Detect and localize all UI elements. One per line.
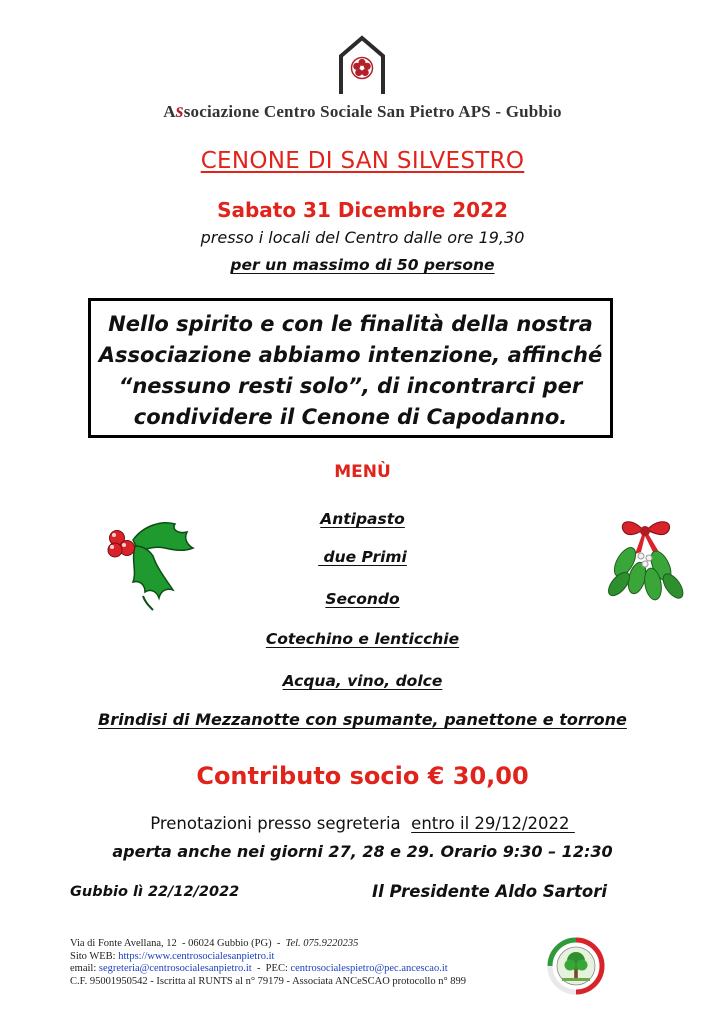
mission-line: Associazione abbiamo intenzione, affinché bbox=[98, 343, 603, 367]
event-capacity: per un massimo di 50 persone bbox=[230, 256, 495, 274]
house-logo-icon bbox=[337, 34, 387, 96]
footer-tel: Tel. 075.9220235 bbox=[285, 938, 359, 949]
menu-item-cotechino bbox=[0, 630, 725, 648]
website-link[interactable]: https://www.centrosocialesanpietro.it bbox=[118, 950, 275, 962]
event-date: Sabato 31 Dicembre 2022 bbox=[217, 198, 508, 222]
org-initial: A bbox=[163, 102, 176, 121]
footer-web-line bbox=[70, 951, 466, 964]
menu-item-toast bbox=[0, 710, 725, 729]
org-name-rest: sociazione Centro Sociale San Pietro APS - Gubbio bbox=[183, 102, 562, 121]
mission-box bbox=[88, 298, 613, 438]
signature-president: Il Presidente Aldo Sartori bbox=[372, 882, 607, 901]
booking-hours: aperta anche nei giorni 27, 28 e 29. Orario 9:30 – 12:30 bbox=[112, 842, 613, 861]
holly-icon bbox=[103, 512, 195, 612]
menu-title: MENÙ bbox=[334, 462, 391, 482]
booking-deadline: entro il 29/12/2022 bbox=[411, 814, 575, 833]
footer-address: Via di Fonte Avellana, 12 - 06024 Gubbio (PG) - bbox=[70, 938, 286, 949]
menu-item-label: Cotechino e lenticchie bbox=[265, 630, 460, 648]
signature-place-date: Gubbio lì 22/12/2022 bbox=[70, 884, 240, 900]
footer-contacts bbox=[70, 938, 466, 988]
pec-link[interactable]: centrosocialespietro@pec.ancescao.it bbox=[290, 963, 448, 974]
organization-name bbox=[0, 100, 725, 123]
org-stylized-s: s bbox=[175, 100, 184, 122]
menu-item-label: Acqua, vino, dolce bbox=[282, 672, 443, 690]
event-place: presso i locali del Centro dalle ore 19,30 bbox=[200, 228, 525, 247]
footer-web-label: Sito WEB: bbox=[70, 950, 119, 962]
booking-line bbox=[0, 814, 725, 833]
footer-email-line bbox=[70, 963, 466, 976]
menu-item-drinks bbox=[0, 672, 725, 690]
menu-item-label: Brindisi di Mezzanotte con spumante, panettone e torrone bbox=[98, 710, 627, 729]
mission-line: Nello spirito e con le finalità della nostra bbox=[108, 312, 593, 336]
booking-prefix: Prenotazioni presso segreteria bbox=[150, 814, 412, 833]
footer-registry: C.F. 95001950542 - Iscritta al RUNTS al n° 79179 - Associata ANCeSCAO protocollo n° 899 bbox=[70, 975, 467, 987]
mission-line: condividere il Cenone di Capodanno. bbox=[133, 405, 568, 429]
mistletoe-icon bbox=[603, 512, 689, 606]
menu-item-label: Antipasto bbox=[320, 510, 405, 528]
menu-item-label: Secondo bbox=[325, 590, 400, 608]
footer-address-line bbox=[70, 938, 466, 951]
footer-pec-label: - PEC: bbox=[251, 963, 291, 974]
menu-item-label: due Primi bbox=[318, 548, 407, 566]
contribution-amount: Contributo socio € 30,00 bbox=[196, 762, 529, 790]
event-title: CENONE DI SAN SILVESTRO bbox=[200, 148, 525, 174]
mission-text bbox=[91, 309, 610, 433]
footer-email-label: email: bbox=[70, 963, 97, 974]
association-emblem-icon bbox=[546, 936, 606, 996]
email-link[interactable]: segreteria@centrosocialesanpietro.it bbox=[96, 963, 252, 974]
mission-line: “nessuno resti solo”, di incontrarci per bbox=[118, 374, 583, 398]
